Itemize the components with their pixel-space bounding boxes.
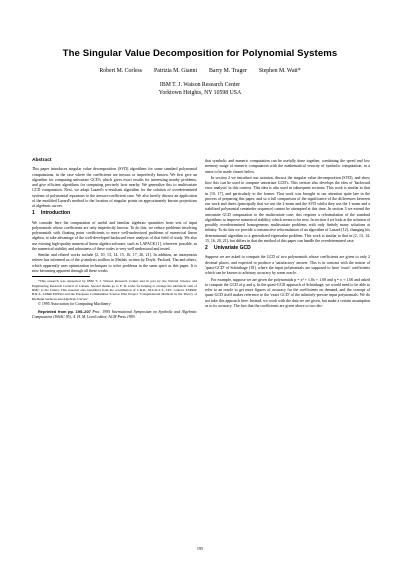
paragraph: that symbolic and numeric computation can be usefully done together, combining the speed and low memory usage of numeric computation with the mathematical veracity of symbolic computation, in a sense to be made clearer below. <box>205 158 370 174</box>
paragraph: Suppose we are asked to compute the GCD of two polynomials whose coefficients are given to only 2 decimal places, and expected to produce a 'satisfactory' answer. This is in contrast with the notion of 'quasi-GCD' of Schönhage [18], where the input polynomials are supposed to have 'exact' coefficients which can be known to arbitrary accuracy by some oracle. <box>205 254 370 276</box>
page-number: 195 <box>196 546 204 551</box>
left-column <box>32 158 197 321</box>
footnote-rule <box>32 276 90 277</box>
section-number: 1 <box>32 210 35 217</box>
paragraph: For example, suppose we are given the polynomials p = x³ + 1.0x + 1.00 and q = x + 1.00 and asked to compute the GCD of p and q. In the quasi-GCD approach of Schönhage, we would need to be able to refer to an oracle to get more figures of accuracy for the coefficients on demand, and the concept of quasi-GCD itself makes reference to the 'exact GCD' of the infinitely-precise input polynomials. We do not take this approach here. Instead, we work with the data we are given, but make a certain assumption as to its accuracy. The fact that the coefficients are given above to two dec- <box>205 276 370 308</box>
affiliation-location: Yorktown Heights, NY 10598 USA <box>158 89 242 96</box>
paragraph: In section 2 we introduce our notation, discuss the singular value decomposition (SVD), and show how this can be used to compute univariate GCD's. This section also develops the idea of 'backward error analysis' in this context. This idea is also used in subsequent sections. This work is similar to that in [10, 17], and particularly to the former. That work was brought to our attention quite late in the process of preparing this paper, and so a full comparison of the significance of the differences between our work and theirs (principally that we use the 2-norm and the SVD whilst they use the 1-norm and a stabilized polynomial remainder sequence) cannot be attempted at this time. In section 3 we extend the univariate GCD computation to the multivariate case; this requires a reformulation of the standard algorithms to improve numerical stability, which seems to be new. In section 4 we look at the solution of possibly overdetermined homogeneous multivariate problems with only finitely many solutions at infinity. To do this we provide a constructive reformulation of an algorithm of Lazard [12], changing his determinantal algorithm to a generalized eigenvalue problem. This work is similar to that in [2, 13, 14, 15, 16, 20, 21], but differs in that the method of this paper can handle the overdetermined case. <box>205 174 370 243</box>
abstract-text: This paper introduces singular value decomposition (SVD) algorithms for some standard polynomial computations, in the case where the coefficients are inexact or imperfectly known. We first give an algorithm for computing univariate GCD's which gives exact results for interesting nearby problems, and give efficient algorithms for computing precisely how nearby. We generalize this to multivariate GCD computation. Next, we adapt Lazard's u-resultant algorithm for the solution of overdetermined systems of polynomial equations to the inexact-coefficient case. We also briefly discuss an application of the modified Lazard's method to the location of singular points on approximately known projections of algebraic curves. <box>32 166 197 208</box>
section-heading <box>32 211 197 216</box>
reprint-notice <box>32 309 197 320</box>
author-name: Barry M. Trager <box>209 68 247 74</box>
author-list <box>0 68 400 74</box>
author-name: Patrizia M. Gianni <box>154 68 198 74</box>
paragraph: Similar and related works include [2, 10, 13, 14, 15, 16, 17, 20, 21]. In addition, an anonymous referee has informed us of the μ-analysis toolbox in Matlab, written by Doyle, Packard, Thu and others, which apparently uses optimization techniques to solve problems in the same spirit as this paper. It is now becoming apparent through all these works <box>32 252 197 273</box>
reprint-details: Proc. 1995 International Symposium on Symbolic and Algebraic Computation (ISSAC 95), A. H. M. Levelt editor, ACM Press 1995. <box>32 309 197 319</box>
author-name: Robert M. Corless <box>99 68 143 74</box>
section-number: 2 <box>205 245 208 252</box>
abstract-heading: Abstract <box>32 158 52 163</box>
footnote: *This research was supported by IBM T. J. Watson Research Center and in part by the Natural Science and Engineering Research Council of Canada. Special thanks go to E. D. Jacks for helping to arrange the sabbatical visit of RMC to the Center. This research also benefitted from the contribution of C.R.R., M.U.R.S.T., CEC contract ESPRIT B.R.A. n.6846 POSSO and the European Communities Science Plan Project "Computational Methods in the Theory of Riemann Surfaces and Algebraic Curves" <box>32 279 197 301</box>
affiliation-org: IBM T. J. Watson Research Center <box>159 82 241 88</box>
copyright-notice: © 1995 Association for Computing Machinery <box>38 302 111 307</box>
section-title: Introduction <box>41 210 71 217</box>
reprint-lead: Reprinted from pp. 195–207 <box>38 308 91 314</box>
paragraph: We consider here the computation of useful and familiar algebraic quantities from sets of input polynomials whose coefficients are only imperfectly known. To do this, we reduce problems involving polynomials with floating point coefficients to more well-understood problems of numerical linear algebra, to take advantage of the well-developed backward error analysis of that field of study. We also use existing high-quality numerical linear algebra software, such as LAPACK [1], wherever possible, as the numerical stability and robustness of these codes is very well understood and tested. <box>32 219 197 251</box>
paper-title: The Singular Value Decomposition for Polynomial Systems <box>62 48 338 59</box>
section-heading <box>205 246 370 251</box>
right-column <box>205 158 370 309</box>
affiliation <box>0 82 400 97</box>
author-name: Stephen M. Watt* <box>258 68 301 74</box>
section-title: Univariate GCD <box>214 245 251 252</box>
